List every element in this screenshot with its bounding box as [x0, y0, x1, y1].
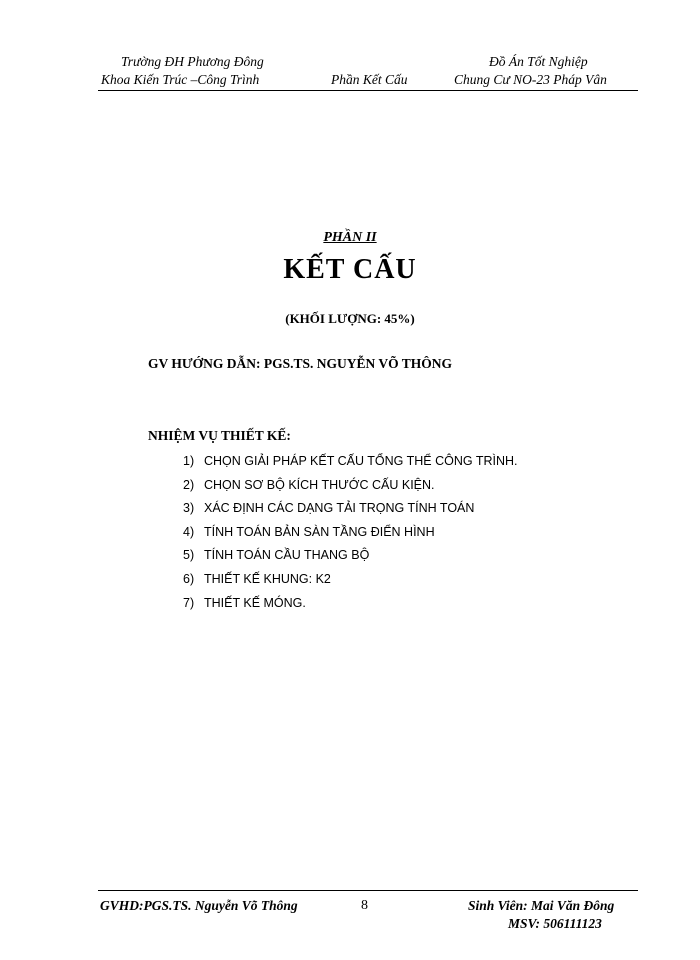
- task-number: 5): [183, 548, 195, 563]
- page-title: KẾT CẤU: [283, 254, 417, 285]
- task-item: [183, 499, 517, 523]
- task-number: 4): [183, 524, 195, 539]
- task-item: [183, 452, 517, 476]
- task-item: [183, 546, 517, 570]
- task-item: [183, 594, 517, 618]
- header-project-type: Đồ Án Tốt Nghiệp: [489, 54, 588, 69]
- task-number: 6): [183, 571, 195, 586]
- task-number: 2): [183, 477, 195, 492]
- header-section: Phần Kết Cấu: [331, 72, 408, 87]
- task-text: CHỌN SƠ BỘ KÍCH THƯỚC CẤU KIỆN.: [204, 477, 435, 492]
- part-label-text: PHẦN II: [323, 230, 377, 245]
- header-faculty: Khoa Kiến Trúc –Công Trình: [101, 72, 260, 87]
- header-divider: [98, 90, 638, 91]
- tasks-heading: NHIỆM VỤ THIẾT KẾ:: [148, 428, 291, 443]
- task-text: THIẾT KẾ MÓNG.: [204, 595, 306, 610]
- task-number: 3): [183, 501, 195, 516]
- task-text: CHỌN GIẢI PHÁP KẾT CẤU TỔNG THỂ CÔNG TRÌNH.: [204, 454, 518, 468]
- footer-student: Sinh Viên: Mai Văn Đông: [468, 898, 615, 913]
- task-item: [183, 523, 517, 547]
- advisor-line: GV HƯỚNG DẪN: PGS.TS. NGUYỄN VÕ THÔNG: [148, 356, 453, 371]
- footer-student-id: MSV: 506111123: [508, 916, 602, 931]
- header-project-name: Chung Cư NO-23 Pháp Vân: [454, 72, 607, 87]
- task-text: TÍNH TOÁN CẦU THANG BỘ: [204, 548, 370, 563]
- header-school: Trường ĐH Phương Đông: [121, 54, 264, 69]
- task-item: [183, 570, 517, 594]
- footer-divider: [98, 890, 638, 891]
- task-number: 7): [183, 595, 195, 610]
- task-number: 1): [183, 454, 195, 468]
- task-text: XÁC ĐỊNH CÁC DẠNG TẢI TRỌNG TÍNH TOÁN: [204, 501, 475, 516]
- task-item: [183, 476, 517, 500]
- task-text: TÍNH TOÁN BẢN SÀN TẦNG ĐIỂN HÌNH: [204, 524, 435, 539]
- workload-weight: (KHỐI LƯỢNG: 45%): [285, 311, 415, 326]
- task-text: THIẾT KẾ KHUNG: K2: [204, 571, 331, 586]
- page-number: 8: [361, 898, 368, 913]
- task-list: [183, 452, 517, 617]
- footer-advisor: GVHD:PGS.TS. Nguyễn Võ Thông: [100, 898, 298, 913]
- part-label: [0, 230, 700, 246]
